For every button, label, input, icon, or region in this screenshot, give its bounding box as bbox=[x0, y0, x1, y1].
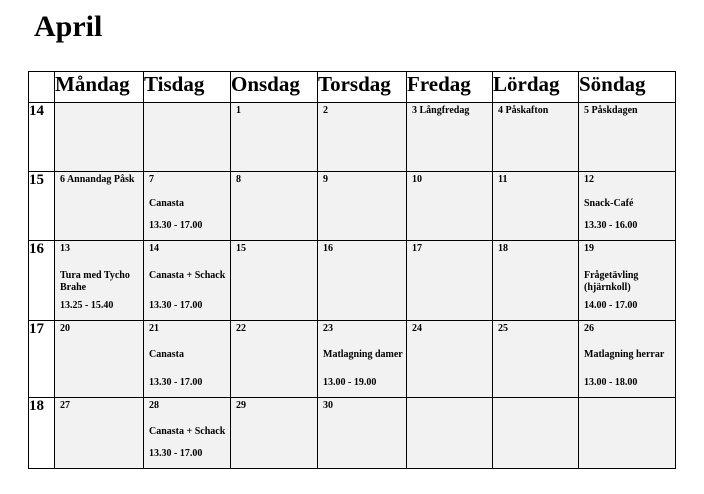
day-cell bbox=[407, 398, 493, 469]
event-time: 13.30 - 17.00 bbox=[149, 377, 203, 388]
event-title: Canasta bbox=[149, 349, 185, 360]
day-cell bbox=[579, 321, 676, 398]
week-number: 18 bbox=[29, 398, 55, 469]
day-cell bbox=[579, 172, 676, 241]
day-number: 14 bbox=[149, 243, 159, 254]
day-cell bbox=[407, 103, 493, 172]
day-number: 6 Annandag Påsk bbox=[60, 174, 135, 185]
day-cell bbox=[144, 321, 231, 398]
event-time: 13.30 - 17.00 bbox=[149, 448, 203, 459]
event-time: 13.00 - 18.00 bbox=[584, 377, 638, 388]
week-number: 15 bbox=[29, 172, 55, 241]
day-number: 26 bbox=[584, 323, 594, 334]
day-number: 18 bbox=[498, 243, 508, 254]
day-cell bbox=[55, 241, 144, 321]
week-row bbox=[29, 103, 676, 172]
event-time: 14.00 - 17.00 bbox=[584, 300, 638, 311]
day-cell bbox=[318, 172, 407, 241]
day-cell bbox=[55, 103, 144, 172]
day-cell bbox=[318, 398, 407, 469]
event-title: Tura med Tycho Brahe bbox=[60, 270, 130, 293]
weekday-header: Söndag bbox=[579, 72, 676, 103]
day-number: 5 Påskdagen bbox=[584, 105, 638, 116]
event-time: 13.30 - 17.00 bbox=[149, 220, 203, 231]
day-number: 15 bbox=[236, 243, 246, 254]
calendar-table bbox=[28, 71, 676, 469]
day-cell bbox=[55, 321, 144, 398]
day-cell bbox=[231, 398, 318, 469]
day-number: 9 bbox=[323, 174, 328, 185]
day-number: 25 bbox=[498, 323, 508, 334]
day-number: 27 bbox=[60, 400, 70, 411]
day-cell bbox=[318, 321, 407, 398]
event-title: Matlagning damer bbox=[323, 349, 403, 360]
weekday-header: Onsdag bbox=[231, 72, 318, 103]
day-number: 8 bbox=[236, 174, 241, 185]
week-row bbox=[29, 321, 676, 398]
day-number: 23 bbox=[323, 323, 333, 334]
page-title: April bbox=[34, 10, 103, 43]
week-number: 17 bbox=[29, 321, 55, 398]
weekday-header-row bbox=[29, 72, 676, 103]
day-number: 16 bbox=[323, 243, 333, 254]
day-number: 3 Långfredag bbox=[412, 105, 470, 116]
day-cell bbox=[407, 241, 493, 321]
week-row bbox=[29, 398, 676, 469]
day-cell bbox=[318, 103, 407, 172]
day-cell bbox=[318, 241, 407, 321]
day-cell bbox=[493, 398, 579, 469]
day-cell bbox=[231, 241, 318, 321]
day-number: 20 bbox=[60, 323, 70, 334]
day-number: 19 bbox=[584, 243, 594, 254]
day-cell bbox=[231, 321, 318, 398]
day-number: 12 bbox=[584, 174, 594, 185]
day-number: 4 Påskafton bbox=[498, 105, 549, 116]
day-cell bbox=[55, 398, 144, 469]
day-number: 24 bbox=[412, 323, 422, 334]
week-number: 16 bbox=[29, 241, 55, 321]
weekday-header: Torsdag bbox=[318, 72, 407, 103]
event-title: Matlagning herrar bbox=[584, 349, 665, 360]
day-cell bbox=[579, 103, 676, 172]
day-number: 11 bbox=[498, 174, 508, 185]
day-cell bbox=[144, 172, 231, 241]
event-time: 13.00 - 19.00 bbox=[323, 377, 377, 388]
day-cell bbox=[144, 398, 231, 469]
day-number: 7 bbox=[149, 174, 154, 185]
event-title: Snack-Café bbox=[584, 198, 634, 209]
day-number: 21 bbox=[149, 323, 159, 334]
day-cell bbox=[493, 241, 579, 321]
day-cell bbox=[144, 241, 231, 321]
weekday-header: Måndag bbox=[55, 72, 144, 103]
weekday-header: Lördag bbox=[493, 72, 579, 103]
day-number: 1 bbox=[236, 105, 241, 116]
event-time: 13.30 - 17.00 bbox=[149, 300, 203, 311]
week-number: 14 bbox=[29, 103, 55, 172]
day-number: 29 bbox=[236, 400, 246, 411]
day-number: 17 bbox=[412, 243, 422, 254]
day-cell bbox=[407, 321, 493, 398]
event-time: 13.25 - 15.40 bbox=[60, 300, 114, 311]
day-cell bbox=[579, 241, 676, 321]
day-cell bbox=[579, 398, 676, 469]
day-cell bbox=[493, 172, 579, 241]
day-cell bbox=[493, 321, 579, 398]
day-number: 10 bbox=[412, 174, 422, 185]
day-number: 28 bbox=[149, 400, 159, 411]
week-row bbox=[29, 172, 676, 241]
day-cell bbox=[144, 103, 231, 172]
day-number: 30 bbox=[323, 400, 333, 411]
day-cell bbox=[55, 172, 144, 241]
week-row bbox=[29, 241, 676, 321]
day-cell bbox=[407, 172, 493, 241]
day-number: 2 bbox=[323, 105, 328, 116]
weekday-header: Fredag bbox=[407, 72, 493, 103]
event-time: 13.30 - 16.00 bbox=[584, 220, 638, 231]
event-title: Canasta + Schack bbox=[149, 426, 226, 437]
day-cell bbox=[493, 103, 579, 172]
day-number: 13 bbox=[60, 243, 70, 254]
weekday-header: Tisdag bbox=[144, 72, 231, 103]
event-title: Canasta bbox=[149, 198, 185, 209]
day-cell bbox=[231, 172, 318, 241]
corner-cell bbox=[29, 72, 55, 103]
day-number: 22 bbox=[236, 323, 246, 334]
day-cell bbox=[231, 103, 318, 172]
event-title: Frågetävling (hjärnkoll) bbox=[584, 270, 639, 293]
event-title: Canasta + Schack bbox=[149, 270, 226, 281]
